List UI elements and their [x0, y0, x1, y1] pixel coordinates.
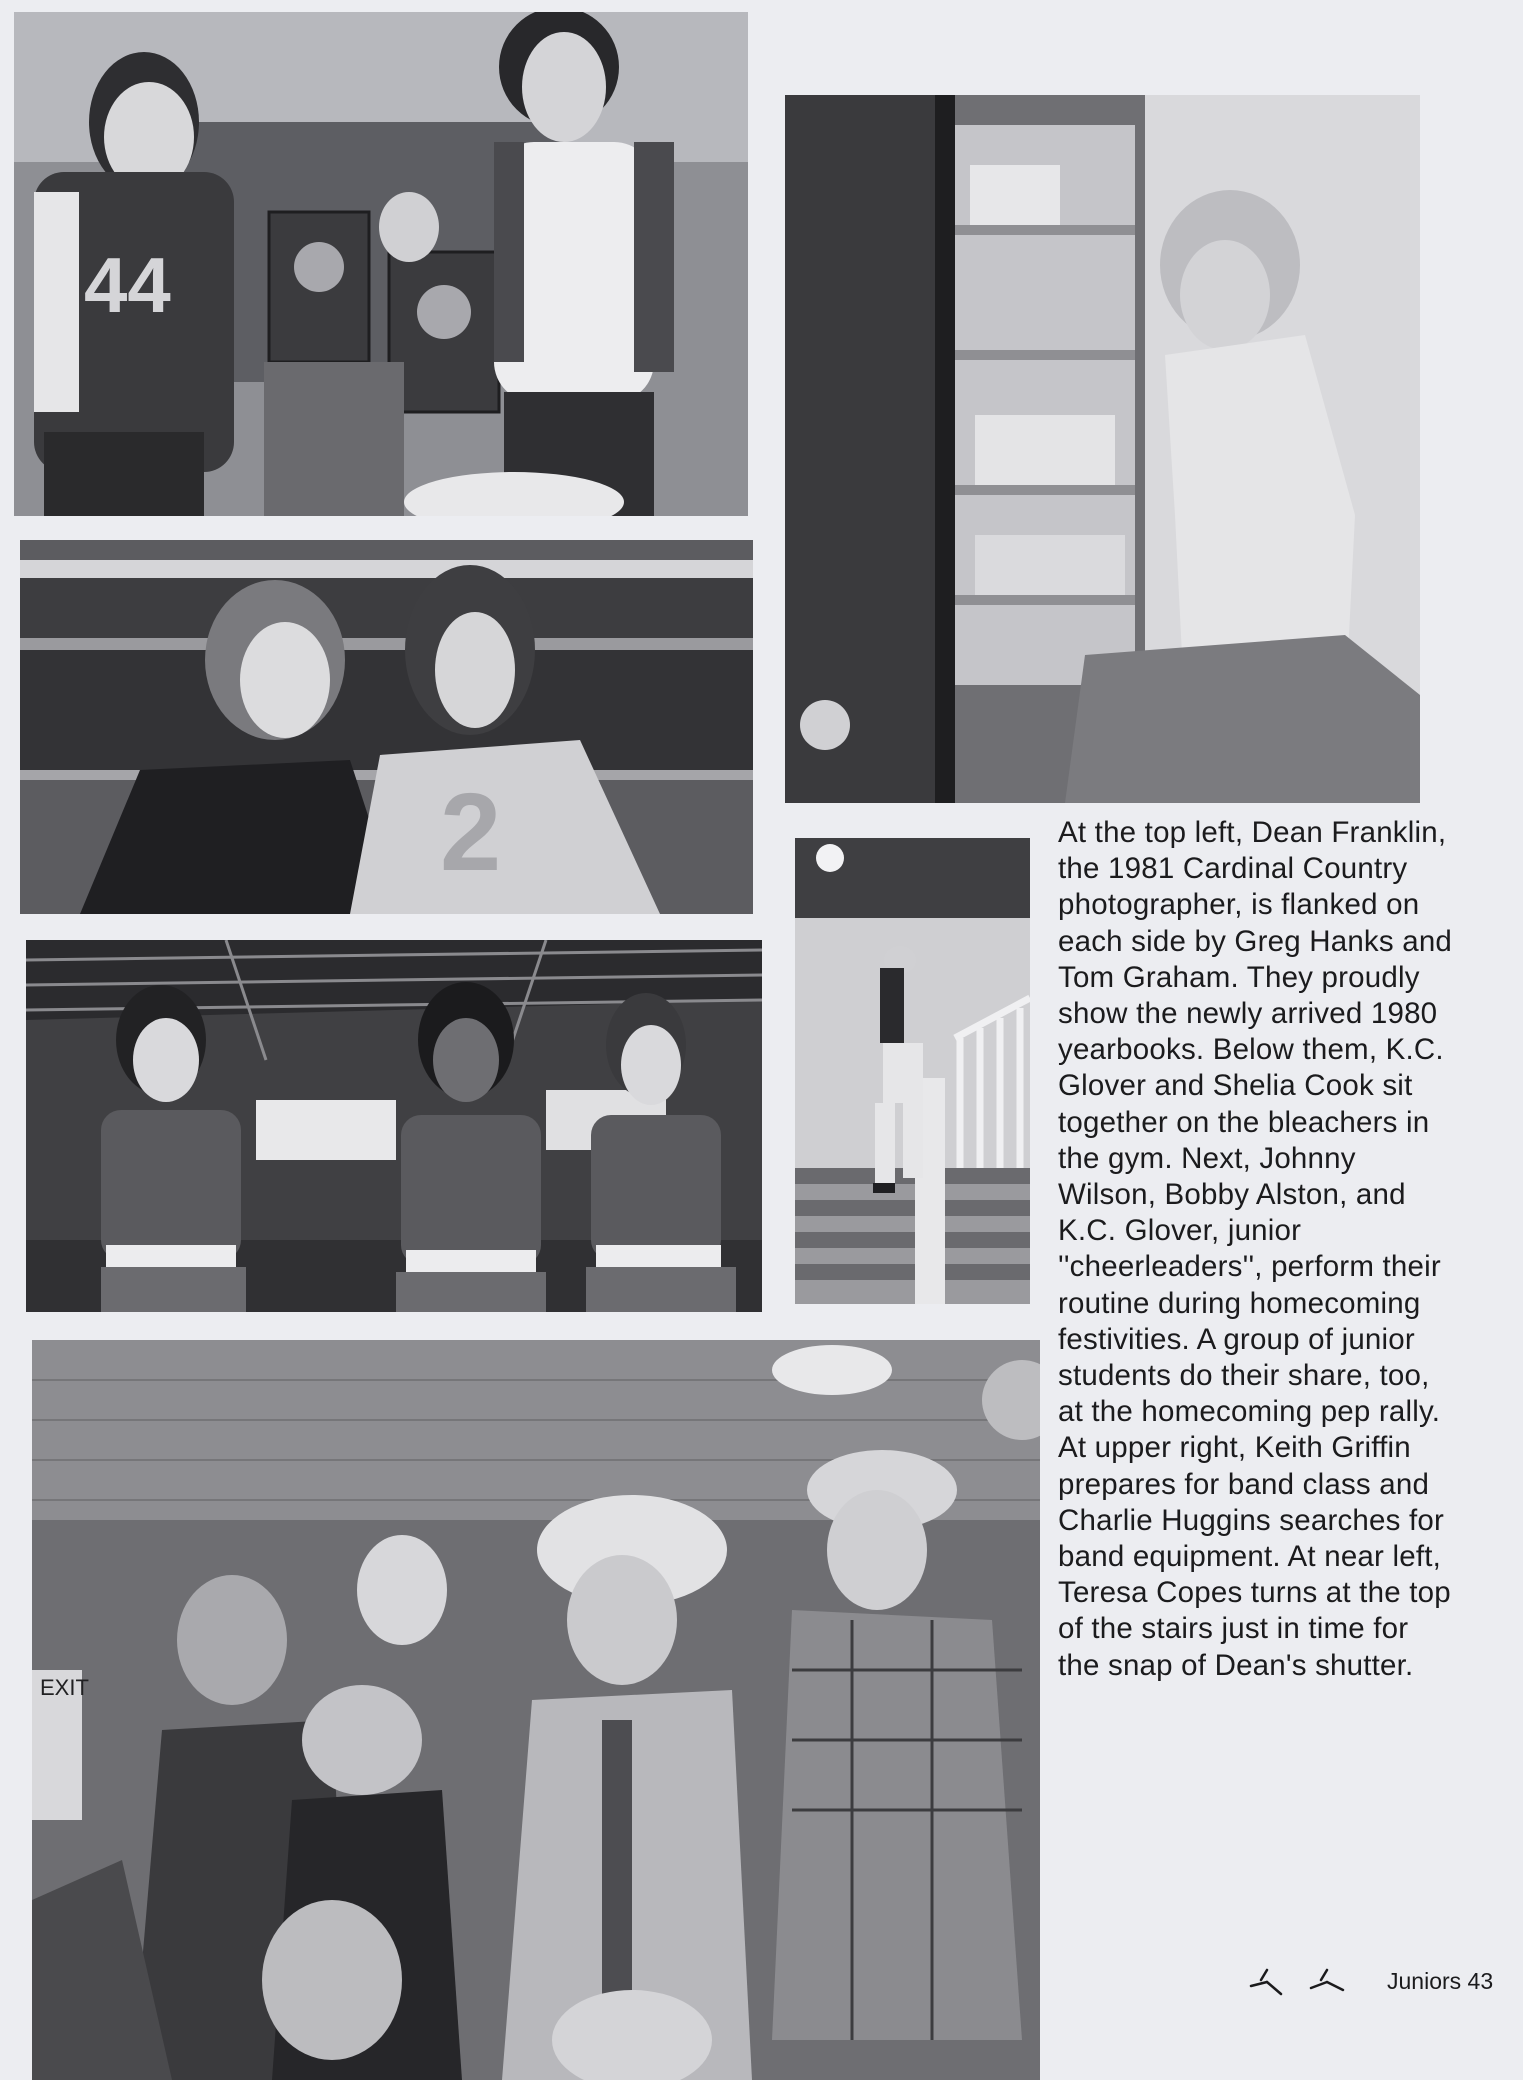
- page-label: [1387, 1968, 1493, 1995]
- band-room-photo: [785, 95, 1420, 803]
- jersey-number: 44: [84, 241, 171, 329]
- page-footer: [1245, 1960, 1515, 2000]
- cheerleaders-photo: [26, 940, 762, 1312]
- yearbook-photo: [14, 12, 748, 516]
- cardinal-footprint-icon: [1245, 1964, 1370, 2000]
- page-number: 43: [1467, 1968, 1494, 1994]
- exit-sign: EXIT: [40, 1675, 89, 1700]
- pep-rally-photo: [32, 1340, 1040, 2080]
- photo-caption: At the top left, Dean Franklin, the 1981 Cardinal Country photographer, is flanked on each side by Greg Hanks and Tom Graham. They proudly show the newly arrived 1980 yearbooks. Below them, K.C. Glover and Shelia Cook sit together on the bleachers in the gym. Next, Johnny Wilson, Bobby Alston, and K.C. Glover, junior ''cheerleaders'', perform their routine during homecoming festivities. A group of junior students do their share, too, at the homecoming pep rally. At upper right, Keith Griffin prepares for band class and Charlie Huggins searches for band equipment. At near left, Teresa Copes turns at the top of the stairs just in time for the snap of Dean's shutter.: [1058, 816, 1453, 1682]
- jersey-number-2: 2: [440, 771, 502, 894]
- bleachers-photo: [20, 540, 753, 914]
- section-name: Juniors: [1387, 1968, 1462, 1994]
- stairs-photo: [795, 838, 1030, 1304]
